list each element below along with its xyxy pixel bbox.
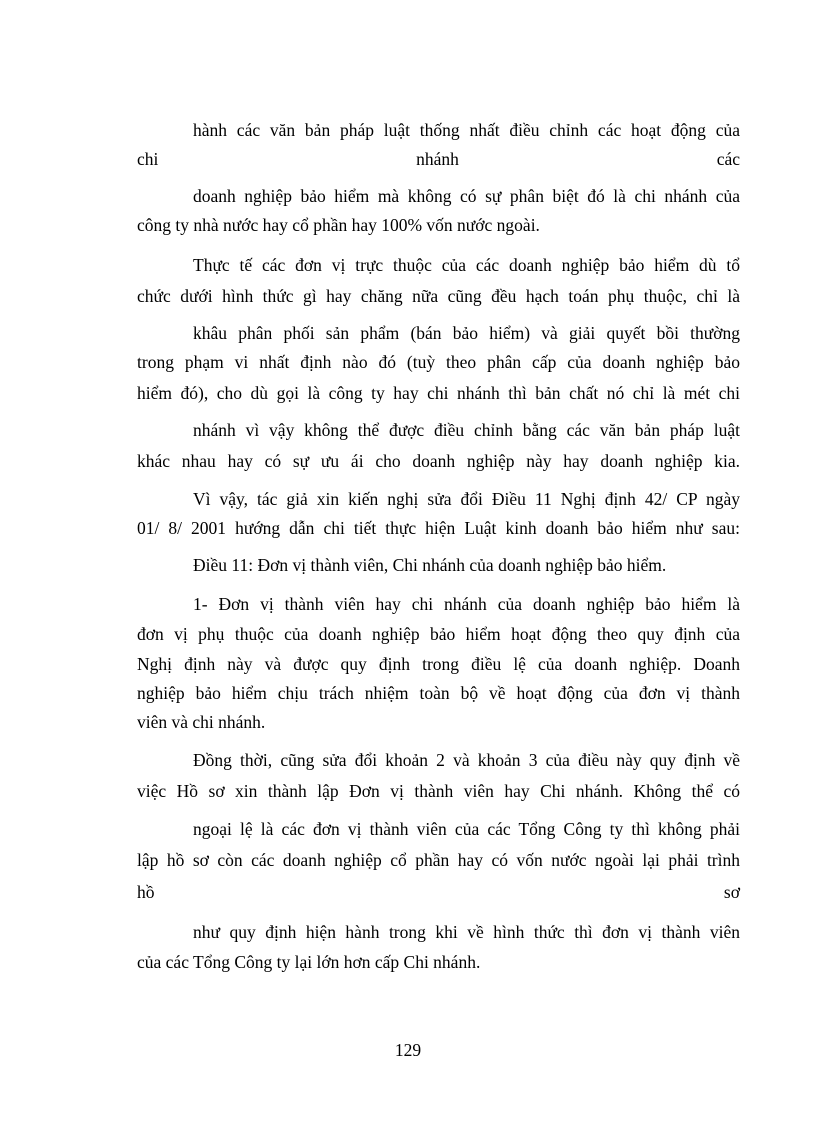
text-line-8: trong phạm vi nhất định nào đó (tuỳ theo phân cấp của doanh nghiệp bảo (137, 352, 740, 372)
text-line-21: việc Hồ sơ xin thành lập Đơn vị thành viên hay Chi nhánh. Không thể có (137, 781, 740, 801)
text-line-26: của các Tổng Công ty lại lớn hơn cấp Chi nhánh. (137, 952, 481, 972)
text-line-23: lập hồ sơ còn các doanh nghiệp cổ phần hay có vốn nước ngoài lại phải trình (137, 850, 740, 870)
text-line-11: khác nhau hay có sự ưu ái cho doanh nghiệp này hay doanh nghiệp kia. (137, 451, 740, 471)
text-line-12: Vì vậy, tác giả xin kiến nghị sửa đổi Điều 11 Nghị định 42/ CP ngày (193, 489, 740, 509)
text-line-19: viên và chi nhánh. (137, 712, 266, 732)
page-number: 129 (394, 1040, 422, 1060)
text-line-9: hiểm đó), cho dù gọi là công ty hay chi nhánh thì bản chất nó chỉ là mét chi (137, 383, 740, 403)
text-line-3: doanh nghiệp bảo hiểm mà không có sự phân biệt đó là chi nhánh của (193, 186, 740, 206)
text-line-5: Thực tế các đơn vị trực thuộc của các doanh nghiệp bảo hiểm dù tổ (193, 255, 740, 275)
text-line-15: 1- Đơn vị thành viên hay chi nhánh của doanh nghiệp bảo hiểm là (193, 594, 740, 614)
text-line-17: Nghị định này và được quy định trong điều lệ của doanh nghiệp. Doanh (137, 654, 740, 674)
text-line-1: hành các văn bản pháp luật thống nhất điều chỉnh các hoạt động của (193, 120, 740, 140)
text-line-7: khâu phân phối sản phẩm (bán bảo hiểm) và giải quyết bồi thường (193, 323, 740, 343)
text-line-16: đơn vị phụ thuộc của doanh nghiệp bảo hiểm hoạt động theo quy định của (137, 624, 740, 644)
text-line-25: như quy định hiện hành trong khi về hình thức thì đơn vị thành viên (193, 922, 740, 942)
text-line-22: ngoại lệ là các đơn vị thành viên của các Tổng Công ty thì không phải (193, 819, 740, 839)
text-line-4: công ty nhà nước hay cổ phần hay 100% vốn nước ngoài. (137, 215, 540, 235)
text-line-13: 01/ 8/ 2001 hướng dẫn chi tiết thực hiện Luật kinh doanh bảo hiểm như sau: (137, 518, 740, 538)
text-line-14: Điều 11: Đơn vị thành viên, Chi nhánh của doanh nghiệp bảo hiểm. (193, 555, 667, 575)
text-line-2: chi nhánh các (137, 149, 740, 169)
text-line-24: hồ sơ (137, 882, 740, 902)
text-line-10: nhánh vì vậy không thể được điều chỉnh bằng các văn bản pháp luật (193, 420, 740, 440)
text-line-20: Đồng thời, cũng sửa đổi khoản 2 và khoản 3 của điều này quy định về (193, 750, 740, 770)
text-line-6: chức dưới hình thức gì hay chăng nữa cũng đều hạch toán phụ thuộc, chỉ là (137, 286, 740, 306)
text-line-18: nghiệp bảo hiểm chịu trách nhiệm toàn bộ về hoạt động của đơn vị thành (137, 683, 740, 703)
